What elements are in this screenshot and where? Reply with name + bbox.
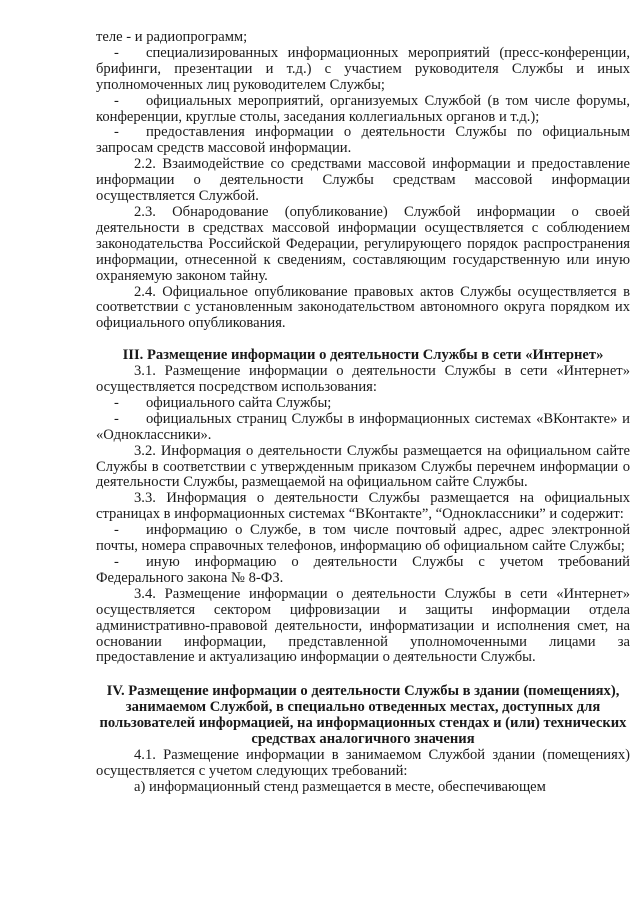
paragraph: а) информационный стенд размещается в месте, обеспечивающем: [134, 778, 546, 795]
list-item: [96, 94, 630, 126]
list-item: [96, 412, 630, 444]
list-item-text: предоставления информации о деятельности Службы по официальным запросам средств массовой информации.: [96, 124, 630, 157]
list-item: [96, 396, 630, 412]
paragraph: 3.1. Размещение информации о деятельности Службы в сети «Интернет» осуществляется посредством использования:: [96, 363, 630, 396]
list-item-text: информацию о Службе, в том числе почтовый адрес, адрес электронной почты, номера справочных телефонов, информацию об официальном сайте Службы;: [96, 522, 630, 555]
list-item-text: официальных мероприятий, организуемых Службой (в том числе форумы, конференции, круглые столы, заседания коллегиальных органов и т.д.);: [96, 92, 630, 125]
paragraph: 4.1. Размещение информации в занимаемом Службой здании (помещениях) осуществляется с учетом следующих требований:: [96, 746, 630, 779]
list-item-text: официальных страниц Службы в информационных системах «ВКонтакте» и «Одноклассники».: [96, 410, 630, 443]
list-dash: -: [114, 410, 119, 427]
list-dash: -: [114, 124, 119, 141]
document-body: [96, 30, 630, 796]
list-item-text: специализированных информационных мероприятий (пресс-конференции, брифинги, презентации и т.д.) с участием руководителя Службы и иных уполномоченных лиц руководителем Службы;: [96, 44, 630, 93]
list-dash: -: [114, 92, 119, 109]
paragraph: 2.3. Обнародование (опубликование) Службой информации о своей деятельности в средствах массовой информации осуществляется с соблюдением законодательства Российской Федерации, регулирующего порядок распространения информации, отнесенной к сведениям, составляющим государственную или иную охраняемую законом тайну.: [96, 203, 630, 284]
list-dash: -: [114, 394, 119, 411]
paragraph: 3.4. Размещение информации о деятельности Службы в сети «Интернет» осуществляется сектором цифровизации и защиты информации отдела административно-правовой деятельности, информатизации и исполнения смет, на основании информации, представленной уполномоченными лицами за предоставление и актуализацию информации о деятельности Службы.: [96, 585, 630, 666]
list-dash: -: [114, 554, 119, 570]
paragraph: 3.2. Информация о деятельности Службы размещается на официальном сайте Службы в соответствии с утвержденным приказом Службы перечнем информации о деятельности Службы, размещаемой на официальном сайте Службы.: [96, 442, 630, 491]
section-heading: III. Размещение информации о деятельности Службы в сети «Интернет»: [122, 347, 604, 364]
paragraph: 3.3. Информация о деятельности Службы размещается на официальных страницах в информационных системах “ВКонтакте”, “Одноклассники” и содержит:: [96, 490, 630, 523]
section-heading: IV. Размещение информации о деятельности Службы в здании (помещениях), занимаемом Службой, в специально отведенных местах, доступных для пользователей информацией, на информационных стендах и (или) технических средствах аналогичного значения: [99, 683, 627, 748]
list-item: [96, 523, 630, 555]
list-dash: -: [114, 44, 119, 61]
list-item: [96, 125, 630, 157]
list-dash: -: [114, 522, 119, 539]
list-item: [96, 46, 630, 94]
paragraph: теле - и радиопрограмм;: [96, 29, 248, 45]
list-item-text: официального сайта Службы;: [146, 394, 332, 411]
paragraph: 2.4. Официальное опубликование правовых актов Службы осуществляется в соответствии с установленным законодательством автономного округа порядком их официального опубликования.: [96, 283, 630, 332]
list-item: [96, 555, 630, 587]
paragraph: 2.2. Взаимодействие со средствами массовой информации и предоставление информации о деятельности Службы средствам массовой информации осуществляется Службой.: [96, 156, 630, 205]
list-item-text: иную информацию о деятельности Службы с учетом требований Федерального закона № 8-ФЗ.: [96, 554, 630, 586]
